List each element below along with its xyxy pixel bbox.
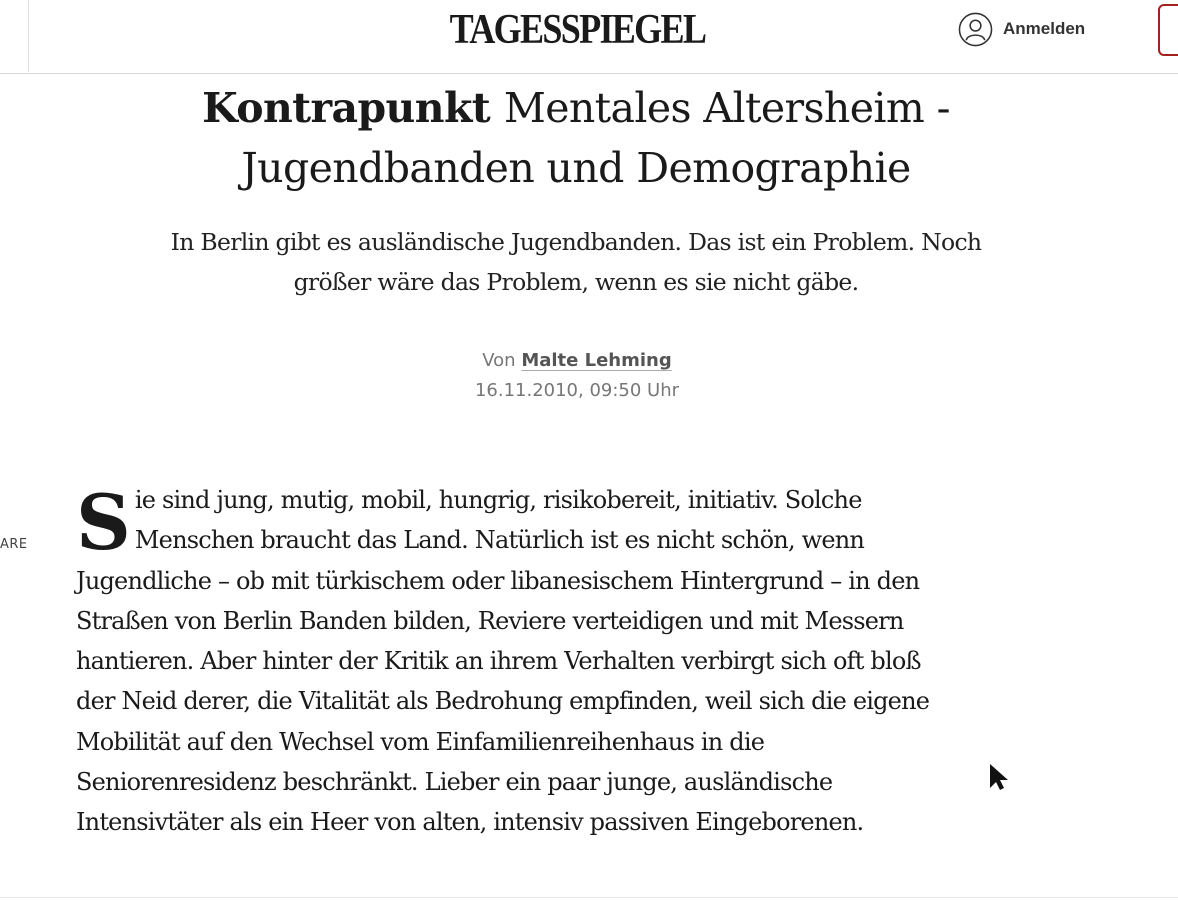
article-lead: In Berlin gibt es ausländische Jugendbanden. Das ist ein Problem. Noch größer wäre das Problem, wenn es sie nicht gäbe. <box>170 228 982 296</box>
article-title <box>140 78 1012 198</box>
byline-prefix: Von <box>482 350 516 371</box>
article-headline: Mentales Altersheim - Jugendbanden und Demographie <box>241 84 950 192</box>
bottom-divider <box>0 897 1178 898</box>
body-text: ie sind jung, mutig, mobil, hungrig, risikobereit, initiativ. Solche Menschen braucht das Land. Natürlich ist es nicht schön, wenn Jugendliche – ob mit türkischem oder libanesischem Hintergrund – in den Straßen von Berlin Banden bilden, Reviere verteidigen und mit Messern hantieren. Aber hinter der Kritik an ihrem Verhalten verbirgt sich oft bloß der Neid derer, die Vitalität als Bedrohung empfinden, weil sich die eigene Mobilität auf den Wechsel vom Einfamilienreihenhaus in die Seniorenresidenz beschränkt. Lieber ein paar junge, ausländische Intensivtäter als ein Heer von alten, intensiv passiven Eingeborenen. <box>76 486 930 837</box>
mouse-pointer-icon <box>988 762 1014 792</box>
publish-date: 16.11.2010, 09:50 Uhr <box>474 380 680 401</box>
share-label[interactable]: ARE <box>0 537 28 552</box>
article-kicker: Kontrapunkt <box>202 84 491 132</box>
author-link[interactable]: Malte Lehming <box>521 350 672 371</box>
drop-cap: S <box>76 478 131 567</box>
site-logo[interactable]: TAGESSPIEGEL <box>449 7 706 53</box>
login-label: Anmelden <box>1003 19 1086 38</box>
header-divider <box>28 0 29 72</box>
subscribe-button[interactable] <box>1158 4 1178 56</box>
body-paragraph <box>76 480 951 843</box>
article-byline <box>327 346 827 406</box>
login-button[interactable] <box>958 11 1085 47</box>
user-icon <box>958 12 993 47</box>
article-body <box>76 480 951 843</box>
site-header <box>0 0 1178 74</box>
